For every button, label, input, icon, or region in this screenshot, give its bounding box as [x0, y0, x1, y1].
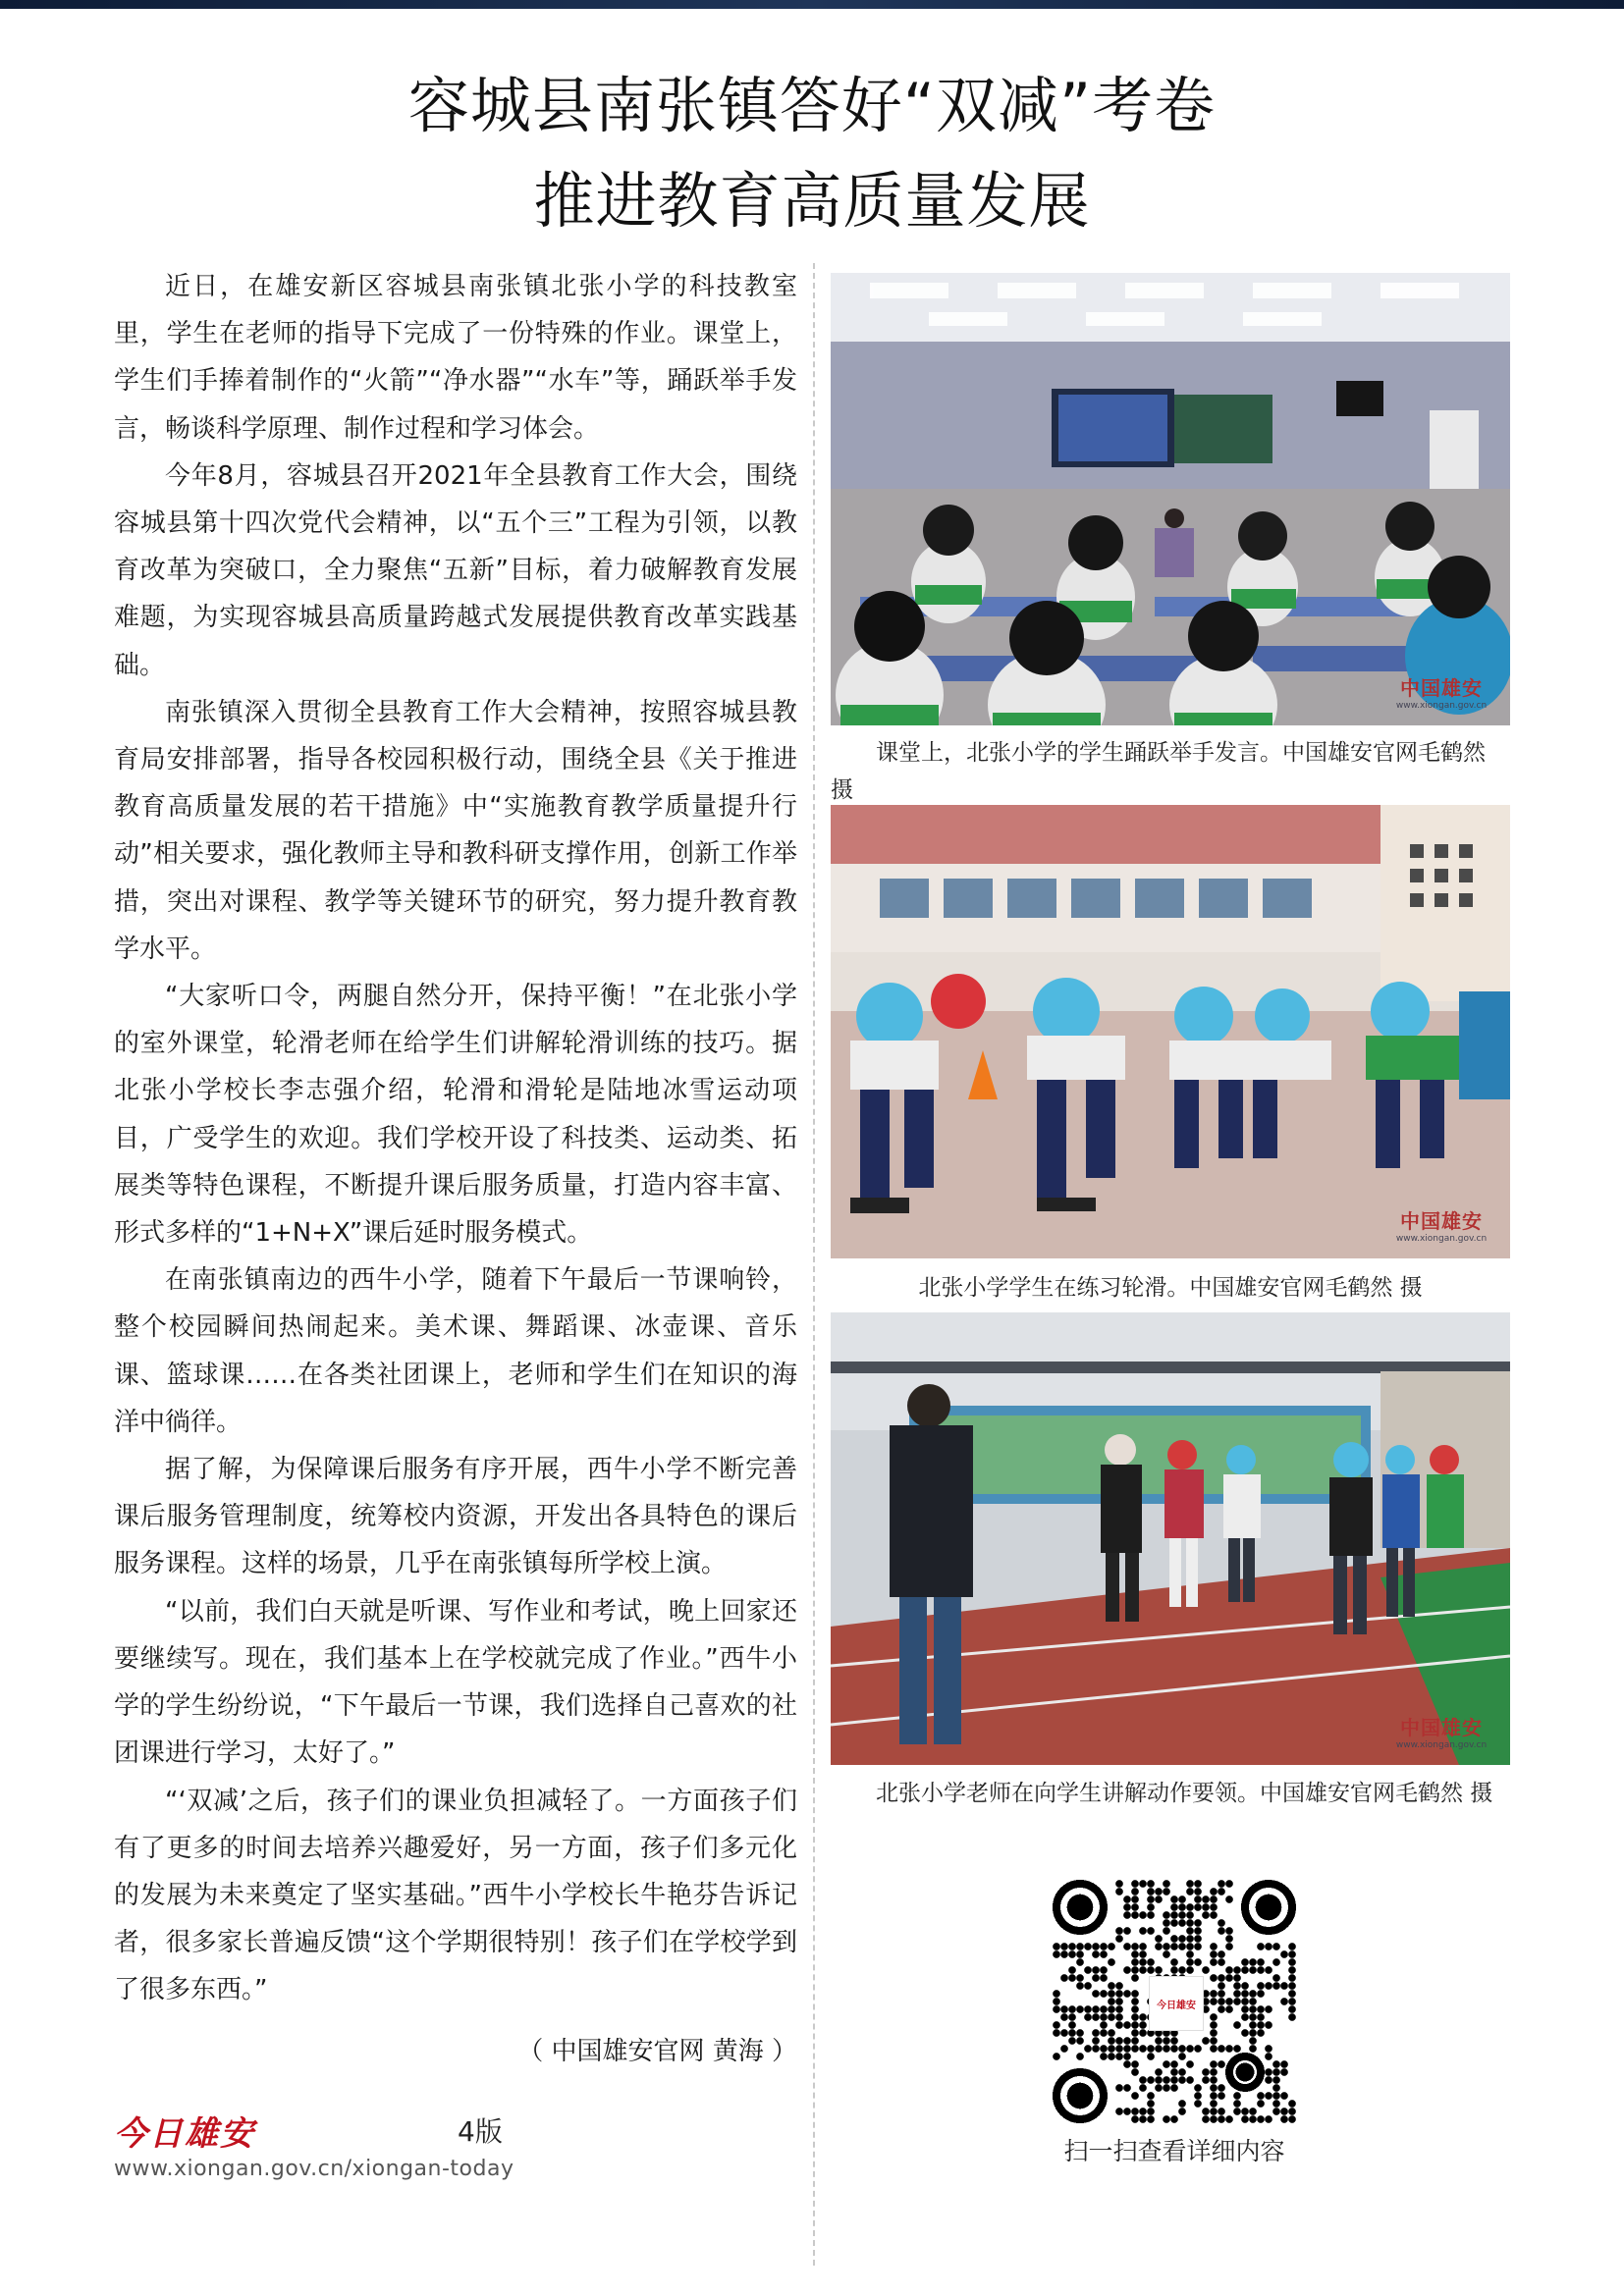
paragraph: 据了解，为保障课后服务有序开展，西牛小学不断完善课后服务管理制度，统筹校内资源，开发出各具特色的课后服务课程。这样的场景，几乎在南张镇每所学校上演。	[114, 1455, 797, 1579]
qr-caption: 扫一扫查看详细内容	[1063, 2137, 1285, 2165]
top-bar	[0, 0, 1624, 9]
photo-watermark: 中国雄安 www.xiongan.gov.cn	[1395, 1716, 1488, 1750]
photo-watermark: 中国雄安 www.xiongan.gov.cn	[1395, 1209, 1488, 1244]
brand-logo: 今日雄安	[114, 2114, 255, 2154]
headline-line-1: 容城县南张镇答好“双减”考卷	[407, 70, 1217, 141]
photo-caption: 课堂上，北张小学的学生踊跃举手发言。中国雄安官网毛鹤然 摄	[831, 740, 1486, 803]
qr-logo: 今日雄安	[1150, 1977, 1203, 2030]
photo-classroom	[831, 273, 1510, 725]
photo-caption: 北张小学学生在练习轮滑。中国雄安官网毛鹤然 摄	[918, 1275, 1423, 1301]
site-url-link[interactable]: www.xiongan.gov.cn/xiongan-today	[114, 2157, 514, 2181]
photo-roller-skating	[831, 805, 1510, 1258]
headline-line-2: 推进教育高质量发展	[533, 165, 1091, 237]
paragraph: “以前，我们白天就是听课、写作业和考试，晚上回家还要继续写。现在，我们基本上在学校就完成了作业。”西牛小学的学生纷纷说，“下午最后一节课，我们选择自己喜欢的社团课进行学习，太好了。”	[114, 1596, 797, 1769]
paragraph: 在南张镇南边的西牛小学，随着下午最后一节课响铃，整个校园瞬间热闹起来。美术课、舞蹈课、冰壶课、音乐课、篮球课……在各类社团课上，老师和学生们在知识的海洋中徜徉。	[114, 1265, 797, 1437]
byline: （ 中国雄安官网 黄海 ）	[517, 2037, 797, 2066]
paragraph: “‘双减’之后，孩子们的课业负担减轻了。一方面孩子们有了更多的时间去培养兴趣爱好，另一方面，孩子们多元化的发展为未来奠定了坚实基础。”西牛小学校长牛艳芬告诉记者，很多家长普遍反馈“这个学期很特别！孩子们在学校学到了很多东西。”	[114, 1786, 797, 2005]
photo-watermark: 中国雄安 www.xiongan.gov.cn	[1395, 676, 1488, 711]
paragraph: 今年8月，容城县召开2021年全县教育工作大会，围绕容城县第十四次党代会精神，以“五个三”工程为引领，以教育改革为突破口，全力聚焦“五新”目标，着力破解教育发展难题，为实现容城县高质量跨越式发展提供教育改革实践基础。	[114, 460, 797, 680]
photo-coach-instruction	[831, 1312, 1510, 1765]
photo-caption: 北张小学老师在向学生讲解动作要领。中国雄安官网毛鹤然 摄	[876, 1781, 1493, 1806]
qr-code[interactable]	[1053, 1880, 1296, 2123]
page-number: 4版	[458, 2115, 503, 2148]
column-divider	[813, 263, 815, 2266]
paragraph: 近日，在雄安新区容城县南张镇北张小学的科技教室里，学生在老师的指导下完成了一份特殊的作业。课堂上，学生们手捧着制作的“火箭”“净水器”“水车”等，踊跃举手发言，畅谈科学原理、制作过程和学习体会。	[114, 272, 797, 444]
paragraph: “大家听口令，两腿自然分开，保持平衡！”在北张小学的室外课堂，轮滑老师在给学生们讲解轮滑训练的技巧。据北张小学校长李志强介绍，轮滑和滑轮是陆地冰雪运动项目，广受学生的欢迎。我们学校开设了科技类、运动类、拓展类等特色课程，不断提升课后服务质量，打造内容丰富、形式多样的“1+N+X”课后延时服务模式。	[114, 982, 797, 1249]
paragraph: 南张镇深入贯彻全县教育工作大会精神，按照容城县教育局安排部署，指导各校园积极行动，围绕全县《关于推进教育高质量发展的若干措施》中“实施教育教学质量提升行动”相关要求，强化教师主导和教科研支撑作用，创新工作举措，突出对课程、教学等关键环节的研究，努力提升教育教学水平。	[114, 697, 797, 964]
article-body	[114, 263, 797, 2014]
